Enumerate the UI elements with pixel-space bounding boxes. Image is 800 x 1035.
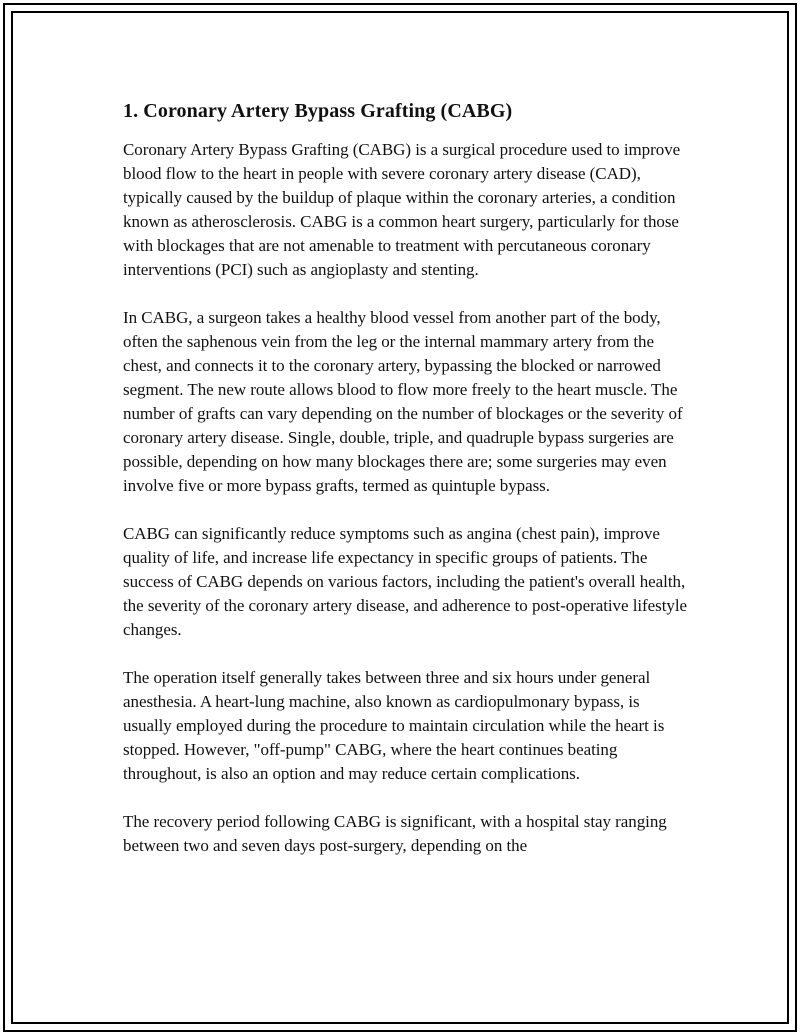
page-frame <box>3 3 797 1032</box>
paragraph-cabg-recovery: The recovery period following CABG is significant, with a hospital stay ranging between two and seven days post-surgery, depending on the <box>123 812 667 855</box>
document-body <box>123 98 689 882</box>
paragraph-cabg-operation: The operation itself generally takes between three and six hours under general anesthesia. A heart-lung machine, also known as cardiopulmonary bypass, is usually employed during the procedure to maintain circulation while the heart is stopped. However, "off-pump" CABG, where the heart continues beating throughout, is also an option and may reduce certain complications. <box>123 668 665 783</box>
section-title: 1. Coronary Artery Bypass Grafting (CABG) <box>123 100 513 122</box>
paragraph-cabg-procedure: In CABG, a surgeon takes a healthy blood vessel from another part of the body, often the saphenous vein from the leg or the internal mammary artery from the chest, and connects it to the coronary artery, bypassing the blocked or narrowed segment. The new route allows blood to flow more freely to the heart muscle. The number of grafts can vary depending on the number of blockages or the severity of coronary artery disease. Single, double, triple, and quadruple bypass surgeries are possible, depending on how many blockages there are; some surgeries may even involve five or more bypass grafts, termed as quintuple bypass. <box>123 308 683 495</box>
paragraph-cabg-overview: Coronary Artery Bypass Grafting (CABG) is a surgical procedure used to improve blood flow to the heart in people with severe coronary artery disease (CAD), typically caused by the buildup of plaque within the coronary arteries, a condition known as atherosclerosis. CABG is a common heart surgery, particularly for those with blockages that are not amenable to treatment with percutaneous coronary interventions (PCI) such as angioplasty and stenting. <box>123 140 681 279</box>
paragraph-cabg-benefits: CABG can significantly reduce symptoms such as angina (chest pain), improve quality of life, and increase life expectancy in specific groups of patients. The success of CABG depends on various factors, including the patient's overall health, the severity of the coronary artery disease, and adherence to post-operative lifestyle changes. <box>123 524 688 639</box>
